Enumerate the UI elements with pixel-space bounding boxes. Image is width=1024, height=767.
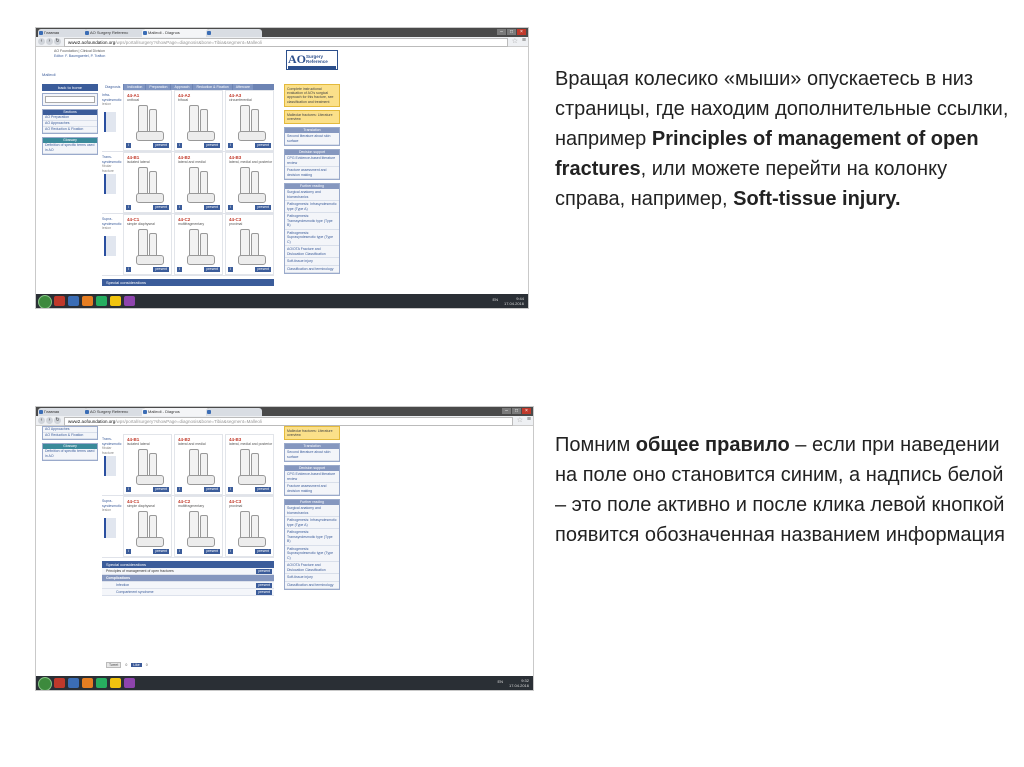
fracture-desc: multifragmentary [178, 504, 205, 508]
present-button[interactable]: present [206, 549, 218, 553]
fracture-type-card[interactable] [174, 434, 223, 495]
close-window-icon[interactable]: × [522, 408, 531, 414]
address-bar [36, 37, 528, 47]
right-link-box [284, 183, 340, 274]
fracture-desc: isolated lateral [127, 160, 150, 164]
right-yellow-note[interactable]: Malleolar fractures: Literature overview [284, 110, 340, 124]
info-button[interactable]: i [177, 205, 182, 210]
fracture-code: 44-B3 [229, 437, 242, 442]
syndesmosis-diagram-icon [104, 518, 116, 538]
fracture-type-card[interactable] [123, 152, 172, 213]
tab-favicon-icon [207, 31, 211, 35]
fracture-code: 44-B3 [229, 155, 242, 160]
info-button[interactable]: i [126, 143, 131, 148]
row-label [102, 496, 121, 557]
special-consideration-label: Compartment syndrome [116, 590, 154, 594]
back-arrow-icon[interactable]: ‹ [38, 417, 45, 424]
menu-icon[interactable]: ≡ [521, 37, 526, 44]
fracture-type-card[interactable] [123, 214, 172, 275]
right-link-item[interactable]: Pathogenesis: Suprasyndesmotic type (Type C) [285, 230, 339, 247]
right-column [284, 426, 340, 593]
left-sidebar [42, 426, 98, 464]
info-button[interactable]: i [228, 487, 233, 492]
fracture-desc: isolated lateral [127, 442, 150, 446]
right-link-box [284, 499, 340, 590]
present-button[interactable]: present [155, 487, 167, 491]
talus-illustration [187, 193, 215, 203]
fracture-code: 44-A3 [229, 93, 242, 98]
start-button-icon[interactable] [38, 677, 52, 691]
fracture-code: 44-C3 [229, 499, 242, 504]
fracture-desc: lateral and medial [178, 442, 206, 446]
talus-illustration [187, 537, 215, 547]
fracture-code: 44-B1 [127, 437, 140, 442]
fracture-row [102, 496, 274, 558]
browser-screenshot-2 [35, 406, 534, 691]
explorer-icon[interactable] [68, 296, 79, 306]
row-label-title: Supra-syndesmotic [102, 217, 122, 226]
fracture-desc: lateral, medial and posterior [229, 442, 273, 446]
right-link-item[interactable]: Surgical anatomy and biomechanics [285, 189, 339, 201]
sidebar-item[interactable]: AO Reduction & Fixation [43, 433, 97, 439]
right-link-item[interactable]: Second literature about skin surface [285, 449, 339, 461]
tray-language[interactable]: EN [492, 297, 498, 302]
back-to-home-button[interactable]: back to home [42, 84, 98, 91]
talus-illustration [187, 131, 215, 141]
info-button[interactable]: i [177, 267, 182, 272]
instruction-text-2: Помним общее правило – если при наведении на поле оно становится синим, а надпись белой – это поле активно и после клика левой кнопкой появится обозначенная названием информация [555, 434, 1005, 546]
row-label [102, 90, 121, 151]
info-button[interactable]: i [126, 549, 131, 554]
talus-illustration [238, 537, 266, 547]
talus-illustration [136, 255, 164, 265]
browser-tab[interactable] [206, 408, 262, 416]
talus-illustration [187, 255, 215, 265]
explorer-icon[interactable] [68, 678, 79, 688]
talus-illustration [238, 193, 266, 203]
fracture-row [102, 434, 274, 496]
info-button[interactable]: i [177, 487, 182, 492]
chrome-icon[interactable] [96, 678, 107, 688]
tweet-button[interactable]: Tweet [106, 662, 121, 668]
fracture-type-card[interactable] [123, 496, 172, 557]
maximize-icon[interactable]: □ [507, 29, 516, 35]
syndesmosis-diagram-icon [104, 174, 116, 194]
browser-tab-strip [36, 28, 528, 37]
right-link-item[interactable]: Pathogenesis: Transsyndesmotic type (Type B) [285, 529, 339, 546]
info-button[interactable]: i [228, 267, 233, 272]
fracture-code: 44-A1 [127, 93, 140, 98]
web-page-scrolled [36, 426, 533, 678]
right-link-item[interactable]: AO/OTA Fracture and Dislocation Classification [285, 246, 339, 258]
fracture-type-card[interactable] [174, 152, 223, 213]
main-content [102, 434, 274, 596]
present-button[interactable]: present [257, 487, 269, 491]
present-button[interactable]: present [155, 549, 167, 553]
fracture-desc: proximal [229, 504, 243, 508]
syndesmosis-diagram-icon [104, 112, 116, 132]
special-consideration-label: Principles of management of open fractures [106, 569, 174, 573]
tab-approach[interactable]: Approach [171, 84, 192, 90]
sidebar-sections: Sections AO Preparation AO Approaches AO Reduction & Fixation [42, 109, 98, 134]
sidebar-search-box [42, 93, 98, 106]
present-button[interactable]: present [257, 549, 269, 553]
present-button[interactable]: present [257, 267, 269, 271]
tray-language[interactable]: EN [497, 679, 503, 684]
present-button[interactable]: present [258, 568, 270, 573]
sidebar-item[interactable]: AO Reduction & Fixation [43, 127, 97, 133]
tab-favicon-icon [85, 410, 89, 414]
fracture-row [102, 152, 274, 214]
reload-icon[interactable]: ↻ [55, 417, 60, 423]
browser-tab-strip [36, 407, 533, 416]
right-link-item[interactable]: Soft-tissue injury [285, 574, 339, 582]
maximize-icon[interactable]: □ [512, 408, 521, 414]
special-consideration-row[interactable] [102, 582, 274, 589]
left-sidebar [42, 84, 98, 158]
fracture-desc: proximal [229, 222, 243, 226]
present-button[interactable]: present [155, 143, 167, 147]
fracture-desc: unifocal [127, 98, 140, 102]
present-button[interactable]: present [257, 205, 269, 209]
row-label-sub: lesion [102, 102, 112, 106]
bookmark-star-icon[interactable]: ☆ [516, 417, 523, 424]
right-box-header: Further reading [285, 500, 339, 505]
present-button[interactable]: present [155, 267, 167, 271]
tab-aftercare[interactable]: Aftercare [233, 84, 253, 90]
fracture-type-card[interactable] [225, 214, 274, 275]
media-icon[interactable] [124, 296, 135, 306]
like-button[interactable]: Like [133, 663, 140, 667]
fracture-grid [102, 90, 274, 276]
talus-illustration [238, 255, 266, 265]
info-button[interactable]: i [126, 267, 131, 272]
info-button[interactable]: i [228, 205, 233, 210]
right-link-item[interactable]: CPG Evidence-based literature review [285, 155, 339, 167]
fracture-type-card[interactable] [225, 496, 274, 557]
fracture-desc: circumferential [229, 98, 252, 102]
search-input[interactable] [45, 96, 95, 103]
fracture-code: 44-C2 [178, 217, 191, 222]
sidebar-item-glossary[interactable]: Definition of specific terms used in AO [43, 449, 97, 460]
fracture-code: 44-C1 [127, 217, 140, 222]
sidebar-item[interactable]: AO Preparation [43, 115, 97, 121]
browser-screenshot-1 [35, 27, 529, 309]
talus-illustration [136, 131, 164, 141]
right-box-header: Further reading [285, 184, 339, 189]
row-label-title: Supra-syndesmotic [102, 499, 122, 508]
fracture-row [102, 214, 274, 276]
right-link-item[interactable]: Classification and terminology [285, 582, 339, 590]
back-arrow-icon[interactable]: ‹ [38, 38, 45, 45]
right-link-item[interactable]: Fracture assessment and decision making [285, 483, 339, 495]
fracture-code: 44-B1 [127, 155, 140, 160]
windows-taskbar [36, 294, 528, 308]
fracture-grid [102, 434, 274, 558]
right-box-header: Decision support [285, 150, 339, 155]
row-label-title: Trans-syndesmotic [102, 155, 122, 164]
sidebar-item-glossary[interactable]: Definition of specific terms used in AO [43, 143, 97, 154]
info-button[interactable]: i [228, 143, 233, 148]
right-link-item[interactable]: Fracture assessment and decision making [285, 167, 339, 179]
present-button[interactable]: present [206, 205, 218, 209]
folder-icon[interactable] [110, 678, 121, 688]
fracture-code: 44-C1 [127, 499, 140, 504]
tab-favicon-icon [85, 31, 89, 35]
tab-diagnosis[interactable]: Diagnosis [102, 84, 123, 90]
present-button[interactable]: present [257, 143, 269, 147]
ao-surgery-reference-logo[interactable]: AO Surgery Reference [286, 50, 338, 70]
fracture-code: 44-A2 [178, 93, 191, 98]
fracture-code: 44-C3 [229, 217, 242, 222]
tab-favicon-icon [39, 410, 43, 414]
row-label [102, 214, 121, 275]
tab-favicon-icon [143, 410, 147, 414]
sidebar-item[interactable]: AO Approaches [43, 121, 97, 127]
browser-tab-active[interactable]: Malleoli - Diagnos [142, 29, 210, 37]
fracture-desc: simple diaphyseal [127, 222, 155, 226]
browser-tab[interactable]: AO Surgery Referenc [84, 408, 146, 416]
row-label-sub: lesion [102, 508, 112, 512]
info-button[interactable]: i [228, 549, 233, 554]
media-icon[interactable] [124, 678, 135, 688]
talus-illustration [136, 193, 164, 203]
share-bar [106, 662, 148, 668]
right-link-item[interactable]: Soft-tissue injury [285, 258, 339, 266]
share-count: 0 [125, 663, 128, 667]
tab-reduction-fixation[interactable]: Reduction & Fixation [193, 84, 231, 90]
opera-icon[interactable] [54, 678, 65, 688]
bookmark-star-icon[interactable]: ☆ [511, 38, 518, 45]
present-button[interactable]: present [258, 582, 270, 587]
right-link-box [284, 443, 340, 462]
fracture-type-card[interactable] [225, 152, 274, 213]
special-considerations-list [102, 568, 274, 596]
site-header [36, 47, 528, 71]
fracture-desc: lateral, medial and posterior [229, 160, 273, 164]
main-content [102, 84, 274, 286]
row-label [102, 152, 121, 213]
sidebar-glossary: Glossary Definition of specific terms used in AO [42, 137, 98, 155]
fracture-desc: bifocal [178, 98, 189, 102]
right-link-item[interactable]: AO/OTA Fracture and Dislocation Classification [285, 562, 339, 574]
firefox-icon[interactable] [82, 296, 93, 306]
taskbar-clock[interactable]: 9:44 17.04.2016 [503, 296, 524, 306]
web-page [36, 47, 528, 296]
tab-favicon-icon [143, 31, 147, 35]
browser-tab-active[interactable]: Malleoli - Diagnos [142, 408, 210, 416]
talus-illustration [136, 475, 164, 485]
info-button[interactable]: i [126, 205, 131, 210]
right-link-item[interactable]: CPG Evidence-based literature review [285, 471, 339, 483]
tab-preparation[interactable]: Preparation [146, 84, 170, 90]
right-link-box [284, 465, 340, 496]
special-consideration-label: Complications [106, 576, 131, 580]
right-link-item[interactable]: Pathogenesis: Suprasyndesmotic type (Type C) [285, 546, 339, 563]
forward-arrow-icon[interactable]: › [46, 417, 53, 424]
header-text: AO Foundation | Clinical Division Editor: F. Baumgaertel, P. Trafton [54, 49, 106, 58]
fracture-type-card[interactable] [174, 214, 223, 275]
present-button[interactable]: present [155, 205, 167, 209]
right-box-header: Translation [285, 444, 339, 449]
minimize-icon[interactable]: – [502, 408, 511, 414]
present-button[interactable]: present [206, 267, 218, 271]
syndesmosis-diagram-icon [104, 236, 116, 256]
instruction-text-1: Вращая колесико «мыши» опускаетесь в низ страницы, где находим дополнительные ссылки, например Principles of management of open fractures, или можете перейти на колонку справа, например, Soft-tissue injury. [555, 68, 1009, 210]
right-yellow-note[interactable]: Complete instructional evaluation of AO's surgical approach for this fracture, see classification and treatment [284, 84, 340, 107]
present-button[interactable]: present [258, 589, 270, 594]
fracture-type-card[interactable] [174, 496, 223, 557]
tab-indication[interactable]: Indication [124, 84, 145, 90]
fracture-desc: lateral and medial [178, 160, 206, 164]
talus-illustration [238, 131, 266, 141]
talus-illustration [238, 475, 266, 485]
row-label-sub: fibular fracture [102, 164, 114, 173]
special-consideration-row [102, 575, 274, 582]
special-considerations-header: Special considerations [102, 279, 274, 286]
fracture-desc: multifragmentary [178, 222, 205, 226]
start-button-icon[interactable] [38, 295, 52, 309]
present-button[interactable]: present [206, 143, 218, 147]
breadcrumb: Malleoli [42, 72, 56, 77]
firefox-icon[interactable] [82, 678, 93, 688]
forward-arrow-icon[interactable]: › [46, 38, 53, 45]
fracture-code: 44-C2 [178, 499, 191, 504]
info-button[interactable]: i [126, 487, 131, 492]
tab-favicon-icon [39, 31, 43, 35]
info-button[interactable]: i [177, 143, 182, 148]
right-link-item[interactable]: Classification and terminology [285, 266, 339, 274]
row-label-title: Trans-syndesmotic [102, 437, 122, 446]
chrome-icon[interactable] [96, 296, 107, 306]
special-consideration-row[interactable] [102, 568, 274, 575]
right-link-item[interactable]: Pathogenesis: Transsyndesmotic type (Type B) [285, 213, 339, 230]
row-label [102, 434, 121, 495]
row-label-sub: fibular fracture [102, 446, 114, 455]
row-label-title: Infra-syndesmotic [102, 93, 122, 102]
fracture-type-card[interactable] [174, 90, 223, 151]
special-consideration-label: Infection [116, 583, 130, 587]
present-button[interactable]: present [206, 487, 218, 491]
special-consideration-row[interactable] [102, 589, 274, 596]
talus-illustration [187, 475, 215, 485]
row-label-sub: lesion [102, 226, 112, 230]
share-count: 0 [145, 663, 148, 667]
window-controls [502, 408, 531, 415]
right-link-box [284, 149, 340, 180]
sidebar-sections [42, 426, 98, 440]
right-link-item[interactable]: Surgical anatomy and biomechanics [285, 505, 339, 517]
syndesmosis-diagram-icon [104, 456, 116, 476]
right-link-item[interactable]: Pathogenesis: Infrasyndesmotic type (Type A) [285, 201, 339, 213]
fracture-code: 44-B2 [178, 155, 191, 160]
folder-icon[interactable] [110, 296, 121, 306]
right-box-header: Translation [285, 128, 339, 133]
fracture-type-card[interactable] [225, 434, 274, 495]
browser-tab[interactable]: Главная [38, 408, 88, 416]
opera-icon[interactable] [54, 296, 65, 306]
fracture-code: 44-B2 [178, 437, 191, 442]
reload-icon[interactable]: ↻ [55, 38, 60, 44]
right-yellow-note[interactable]: Malleolar fractures: Literature overview [284, 426, 340, 440]
browser-tab[interactable]: AO Surgery Referenc [84, 29, 146, 37]
sidebar-glossary: Glossary Definition of specific terms used in AO [42, 443, 98, 461]
right-box-header: Decision support [285, 466, 339, 471]
windows-taskbar [36, 676, 533, 690]
fracture-type-card[interactable] [123, 434, 172, 495]
fracture-desc: simple diaphyseal [127, 504, 155, 508]
minimize-icon[interactable]: – [497, 29, 506, 35]
url-field[interactable]: www2.aofoundation.org/wps/portal/surgery?showPage=diagnosis&bone=Tibia&segment=Malleoli [64, 38, 508, 47]
close-window-icon[interactable]: × [517, 29, 526, 35]
fracture-type-card[interactable] [123, 90, 172, 151]
tab-favicon-icon [207, 410, 211, 414]
menu-icon[interactable]: ≡ [526, 416, 531, 423]
url-field[interactable]: www2.aofoundation.org/wps/portal/surgery?showPage=diagnosis&bone=Tibia&segment=Malleoli [64, 417, 513, 426]
info-button[interactable]: i [177, 549, 182, 554]
window-controls [497, 29, 526, 36]
sidebar-item[interactable]: AO Approaches [43, 427, 97, 433]
special-considerations-header: Special considerations [102, 561, 274, 568]
address-bar [36, 416, 533, 426]
right-link-box [284, 127, 340, 146]
fracture-row [102, 90, 274, 152]
browser-tab[interactable] [206, 29, 262, 37]
talus-illustration [136, 537, 164, 547]
fracture-type-card[interactable] [225, 90, 274, 151]
right-link-item[interactable]: Second literature about skin surface [285, 133, 339, 145]
taskbar-clock[interactable]: 9:32 17.04.2016 [508, 678, 529, 688]
right-link-item[interactable]: Pathogenesis: Infrasyndesmotic type (Type A) [285, 517, 339, 529]
browser-tab[interactable]: Главная [38, 29, 88, 37]
right-column [284, 84, 340, 277]
